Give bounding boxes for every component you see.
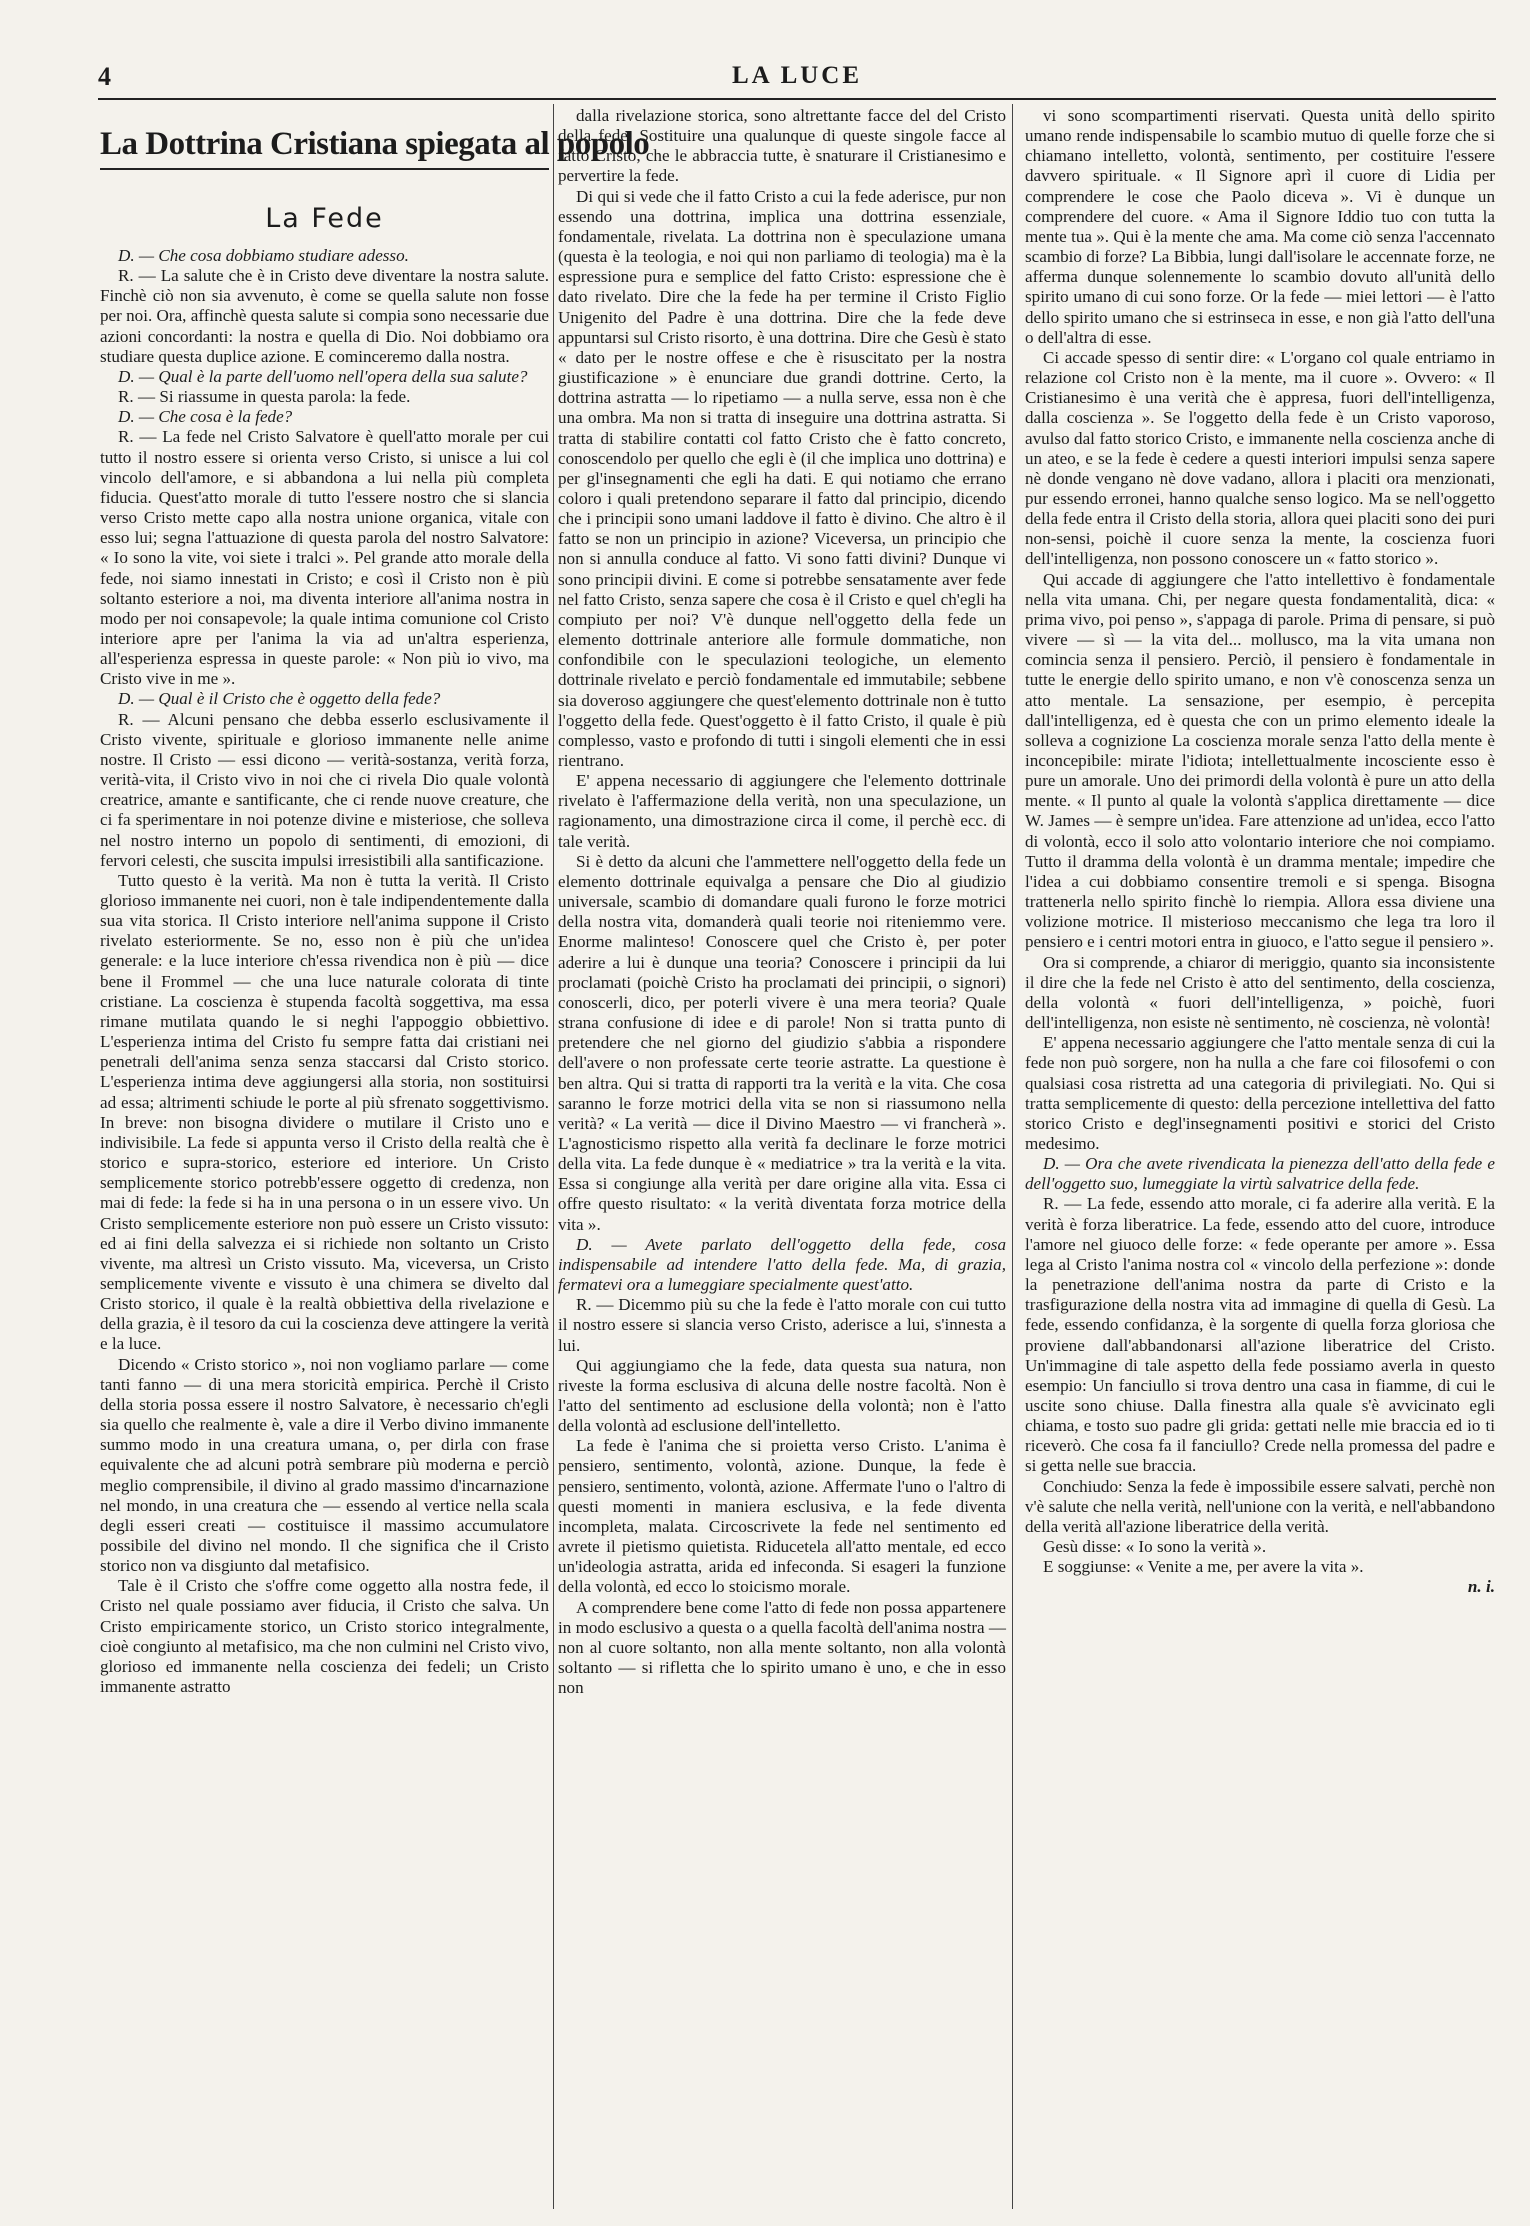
body-paragraph: Qui aggiungiamo che la fede, data questa sua natura, non riveste la forma esclusiva di alcuna delle nostre facoltà. Non è l'atto del sentimento ad esclusione della volontà; non è l'atto della volontà ad esclusione dell'intelletto.: [558, 1355, 1006, 1436]
body-paragraph: dalla rivelazione storica, sono altrettante facce del del Cristo della fede. Sostituire una qualunque di queste singole facce al fatto Cristo, che le abbraccia tutte, è snaturare il Cristianesimo e pervertire la fede.: [558, 106, 1006, 186]
body-paragraph: Qui accade di aggiungere che l'atto intellettivo è fondamentale nella vita umana. Chi, per negare questa fondamentalità, dica: « prima vivo, poi penso », s'appaga di parole. Prima di pensare, si può vivere — sì — la vita del... mollusco, ma la vita umana non comincia senza il pensiero. Perciò, il pensiero è fondamentale in tutte le energie dello spirito umano, e non v'è conoscenza senza un atto mentale. La sensazione, per esempio, è percepita dall'intelligenza, ed è questa che con un primo elemento ideale la solleva a cognizione La coscienza morale senza l'atto della mente è inconcepibile: mirate l'idiota; intellettualmente incosciente esso è pure un amorale. Uno dei primordi della volontà è pure un atto della mente. « Il punto al quale la volontà s'applica direttamente — dice W. James — è sempre un'idea. Fare attenzione ad un'idea, ecco l'atto di volontà, ecco il solo atto volontario interiore che noi compiamo. Tutto il dramma della volontà è un dramma mentale; impedire che l'idea a cui dobbiamo consentire tremoli e si spenga. Bisogna trattenerla nello spirito finchè lo riempia. Allora essa diviene una volizione motrice. Il misterioso meccanismo che lega tra loro il pensiero e i centri motori entra in giuoco, e l'atto segue il pensiero ».: [1025, 569, 1495, 952]
column-divider: [553, 104, 554, 2209]
section-title: La Fede: [265, 203, 384, 234]
article-signature: n. i.: [1467, 1577, 1495, 1597]
body-paragraph: Tale è il Cristo che s'offre come oggetto alla nostra fede, il Cristo nel quale possiamo aver fiducia, il Cristo che salva. Un Cristo empiricamente storico, un Cristo storico integralmente, cioè congiunto al metafisico, ma che non culmini nel Cristo vivo, glorioso ed immanente nella coscienza dei fedeli; un Cristo immanente astratto: [100, 1576, 549, 1697]
body-paragraph: Si è detto da alcuni che l'ammettere nell'oggetto della fede un elemento dottrinale equivalga a pensare che Dio al giudizio universale, scambio di domandare quali furono le forze motrici della nostra vita, domanderà quali teorie noi riteniemmo vere. Enorme malinteso! Conoscere quel che Cristo è, per poter aderire a lui è dunque una teoria? Conoscere i principii da lui proclamati (poichè Cristo ha proclamati dei principii, o signori) conoscerli, dico, per poterli vivere è una mera teoria? Quale strana confusione di idee e di parole! Non si tratta punto di pretendere che nel giorno del giudizio s'abbia a rispondere dell'avere o non professate certe teorie astratte. La questione è ben altra. Qui si tratta di rapporti tra la verità e la vita. Che cosa saranno le forze motrici della vita se non si riassumono nella verità? « La verità — dice il Divino Maestro — vi francherà ». L'agnosticismo rispetto alla verità fa declinare le forze motrici della vita. La fede dunque è « mediatrice » tra la verità e la vita. Essa si congiunge alla verità per dare origine alla vita. Essa ci offre questo risultato: « la verità diventata forza motrice della vita ».: [558, 851, 1006, 1234]
body-paragraph: R. — La salute che è in Cristo deve diventare la nostra salute. Finchè ciò non sia avvenuto, è come se quella salute non fosse per noi. Ora, affinchè questa salute si compia sono necessarie due azioni concordanti: la nostra e quella di Dio. Noi dobbiamo ora studiare questa duplice azione. E cominceremo dalla nostra.: [100, 266, 549, 366]
body-paragraph: Ora si comprende, a chiaror di meriggio, quanto sia inconsistente il dire che la fede nel Cristo è atto del sentimento, della coscienza, della volontà « fuori dell'intelligenza, » poichè, fuori dell'intelligenza, non esiste nè sentimento, nè coscienza, nè volontà!: [1025, 952, 1495, 1033]
column-1: [100, 106, 650, 2211]
body-paragraph: R. — La fede nel Cristo Salvatore è quell'atto morale per cui tutto il nostro essere si orienta verso Cristo, si unisce a lui col vincolo dell'amore, e si abbandona a lui nella più completa fiducia. Quest'atto morale di tutto l'essere nostro che si slancia verso Cristo mette capo alla nostra unione organica, vitale con esso lui; segna l'attuazione di questa parola del nostro Salvatore: « Io sono la vite, voi siete i tralci ». Pel grande atto morale della fede, noi siamo innestati in Cristo; e così il Cristo non è più soltanto esteriore a noi, ma diventa interiore all'anima nostra in modo per noi consapevole; la quale intima comunione col Cristo interiore apre per l'anima la via ad un'altra esperienza, all'esperienza espressa in queste parole: « Non più io vivo, ma Cristo vive in me ».: [100, 427, 549, 689]
body-paragraph: La fede è l'anima che si proietta verso Cristo. L'anima è pensiero, sentimento, volontà, azione. Dunque, la fede è pensiero, sentimento, volontà, azione. Affermate l'uno o l'altro di questi momenti in maniera esclusiva, e la fede diventa incompleta, malata. Circoscrivete la fede nel sentimento ed avrete il pietismo quietista. Riducetela all'atto mentale, ed ecco un'ideologia astratta, arida ed infeconda. Si esageri la funzione della volontà, ed ecco lo stoicismo morale.: [558, 1436, 1006, 1597]
journal-title: LA LUCE: [731, 62, 863, 89]
body-paragraph: Di qui si vede che il fatto Cristo a cui la fede aderisce, pur non essendo una dottrina, implica una dottrina essenziale, fondamentale, rivelata. La dottrina non è speculazione umana (questa è la teologia, e noi qui non parliamo di teologia) ma è la espressione pura e semplice del fatto Cristo: espressione che è dato rivelato. Dire che la fede ha per termine il Cristo Figlio Unigenito del Padre è una dottrina. Dire che la fede deve appuntarsi sul Cristo risorto, è una dottrina. Dire che Gesù è stato « dato per le nostre offese e che è risuscitato per la nostra giustificazione » è enunciare due grandi dottrine. Certo, la dottrina astratta — lo ripetiamo — a nulla serve, essa non è che una ombra. Ma non si tratta di inseguire una dottrina astratta. Si tratta di stabilire contatti col fatto Cristo che è fatto concreto, conoscendolo per quello che egli è (il che implica uno dottrina) e per gl'insegnamenti che egli ha dati. E qui notiamo che errano coloro i quali pretendono separare il fatto dal principio, dicendo che i principii sono umani laddove il fatto è divino. Che altro è il fatto se non un principio in azione? Viceversa, un principio che non si annulla conduce al fatto. Vi sono fatti divini? Dunque vi sono principii divini. E come si potrebbe sensatamente aver fede nel fatto Cristo, senza sapere che cosa è il Cristo e quel ch'egli ha compiuto per noi? V'è dunque nell'oggetto della fede un elemento dottrinale anteriore alle formule dommatiche, non confondibile con le speculazioni teologiche, un elemento dottrinale rivelato e perciò fondamentale ed immutabile; sebbene sia doveroso aggiungere che quest'elemento dottrinale non è tutto l'oggetto della fede. Quest'oggetto è il fatto Cristo, il quale è più complesso, vasto e profondo di tutti i singoli elementi che in essi rientrano.: [558, 186, 1006, 770]
column-3-body: [1025, 106, 1495, 1577]
question-paragraph: D. — Che cosa è la fede?: [118, 407, 293, 427]
column-2: [558, 106, 1006, 2211]
body-paragraph: Tutto questo è la verità. Ma non è tutta la verità. Il Cristo glorioso immanente nei cuori, non è tale indipendentemente dalla sua vita storica. Il Cristo interiore nell'anima suppone il Cristo rivelato esteriormente. Se no, esso non è più che un'idea generale: e la luce interiore ch'essa rivendica non è più — dice bene il Frommel — che una luce naturale colorata di tinte cristiane. La coscienza è stupenda facoltà soggettiva, ma essa rimane mutilata quando le si neghi l'appoggio obbiettivo. L'esperienza intima del Cristo fu sempre fatta dai cristiani nei penetrali dell'anima senza senza staccarsi dal Cristo storico. L'esperienza intima deve aggiungersi alla storia, non sostituirsi ad essa; altrimenti schiude le porte al più sfrenato soggettivismo. In breve: non bisogna dividere o mutilare il Cristo uno e indivisibile. La fede si appunta verso il Cristo della realtà che è storico e supra-storico, esteriore ed interiore. Un Cristo semplicemente storico potrebb'essere oggetto di credenza, non mai di fede: la fede si ha in una persona o in un essere vivo. Un Cristo semplicemente esteriore non può essere un Cristo vissuto: ed ai fini della salvezza ei si richiede non soltanto un Cristo vivente, ma altresì un Cristo vissuto. Ma, viceversa, un Cristo semplicemente vivente e vissuto è una chimera se divelto dal Cristo storico, il quale è la realtà obbiettiva della rivelazione e della grazia, è il tesoro da cui la coscienza deve attingere la verità e la luce.: [100, 870, 549, 1354]
body-paragraph: Dicendo « Cristo storico », noi non vogliamo parlare — come tanti fanno — di una mera storicità empirica. Perchè il Cristo della storia possa essere il nostro Salvatore, è necessario ch'egli sia quello che realmente è, vale a dire il Verbo divino immanente summo modo in una creatura umana, o, per dirla con frase equivalente che ad alcuni potrà sembrare più moderna e perciò meglio comprensibile, il divino al grado massimo d'incarnazione nel mondo, in una creatura che — essendo al vertice nella scala degli esseri creati — costituisce il massimo accumulatore possibile del divino nel mondo. Il che significa che il Cristo storico non va disgiunto dal metafisico.: [100, 1354, 549, 1576]
article-title: La Dottrina Cristiana spiegata al popolo: [100, 106, 549, 170]
question-paragraph: D. — Qual è il Cristo che è oggetto della fede?: [118, 689, 441, 709]
body-paragraph: Gesù disse: « Io sono la verità ».: [1043, 1537, 1267, 1557]
question-paragraph: D. — Ora che avete rivendicata la pienezza dell'atto della fede e dell'oggetto suo, lumeggiate la virtù salvatrice della fede.: [1025, 1154, 1495, 1194]
masthead-rule: [98, 98, 1496, 100]
question-paragraph: D. — Qual è la parte dell'uomo nell'opera della sua salute?: [118, 366, 528, 386]
question-paragraph: D. — Avete parlato dell'oggetto della fede, cosa indispensabile ad intendere l'atto della fede. Ma, di grazia, fermatevi ora a lumeggiare specialmente quest'atto.: [558, 1234, 1006, 1295]
column-2-body: [558, 106, 1006, 1698]
body-paragraph: R. — Alcuni pensano che debba esserlo esclusivamente il Cristo vivente, spirituale e glorioso immanente nelle anime nostre. Il Cristo — essi dicono — verità-sostanza, verità forza, verità-vita, il Cristo vivo in noi che ci rivela Dio quale volontà creatrice, amante e santificante, che ci rende nuove creature, che ci fa sperimentare in noi potenze divine e misteriose, che solleva nel nostro interno un popolo di sentimenti, di emozioni, di fervori celesti, che suscita impulsi irresistibili alla santificazione.: [100, 709, 549, 870]
body-paragraph: E' appena necessario aggiungere che l'atto mentale senza di cui la fede non può sorgere, non ha nulla a che fare coi filosofemi o con qualsiasi cosa ristretta ad una categoria di privilegiati. No. Qui si tratta semplicemente di questo: della percezione intellettiva del fatto storico Cristo e degl'insegnamenti positivi e storici del Cristo medesimo.: [1025, 1033, 1495, 1153]
page-number: 4: [98, 62, 111, 91]
body-paragraph: R. — La fede, essendo atto morale, ci fa aderire alla verità. E la verità è forza liberatrice. La fede, essendo atto del cuore, introduce l'amore nel giuoco delle forze: « fede operante per amore ». Essa lega al Cristo l'anima nostra col « vincolo della perfezione »: donde la penetrazione dell'anima nostra da parte di Cristo e la trasfigurazione della nostra vita ad immagine di quella di Gesù. La fede, essendo confidanza, è la sorgente di quella forza gloriosa che proviene dall'abbandonarsi all'azione liberatrice del Cristo. Un'immagine di tale aspetto della fede possiamo averla in questo esempio: Un fanciullo si trova dentro una casa in fiamme, di cui le uscite sono chiuse. Dalla finestra alla quale s'è avvicinato egli chiama, e tosto suo padre gli grida: gettati nelle mie braccia ed io ti riceverò. Che cosa fa il fanciullo? Crede nella promessa del padre e si getta nelle sue braccia.: [1025, 1194, 1495, 1476]
column-divider: [1012, 104, 1013, 2209]
body-paragraph: Ci accade spesso di sentir dire: « L'organo col quale entriamo in relazione col Cristo non è la mente, ma il cuore ». Ovvero: « Il Cristianesimo è una verità che è appresa, fuori dell'intelligenza, dalla coscienza ». Se l'oggetto della fede è un Cristo vaporoso, avulso dal fatto storico Cristo, e immanente nella coscienza anche di un ateo, e se la fede è cedere a questi interiori impulsi senza sapere nè donde vengano nè dove vadano, allora i placiti ora menzionati, pur essendo erronei, hanno qualche senso logico. Ma se nell'oggetto della fede entra il Cristo della storia, allora quei placiti sono dei puri non-sensi, poichè il cuore senza la mente, la coscienza fuori dell'intelligenza, non possono conoscere un « fatto storico ».: [1025, 347, 1495, 569]
body-paragraph: E soggiunse: « Venite a me, per avere la vita ».: [1043, 1557, 1364, 1577]
body-paragraph: vi sono scompartimenti riservati. Questa unità dello spirito umano rende indispensabile lo scambio mutuo di quelle forze che si chiamano intelletto, volontà, sentimento, per costituire l'essere davvero spirituale. « Il Signore aprì il cuore di Lidia per comprendere le cose che Paolo diceva ». Vi è dunque un comprendere del cuore. « Ama il Signore Iddio tuo con tutta la mente tua ». Qui è la mente che ama. Ma come ciò senza l'accennato scambio di forze? La Bibbia, lungi dall'isolare le accennate forze, ne afferma dunque solennemente lo scambio dovuto all'unità dello spirito umano di cui sono forze. Or la fede — miei lettori — è l'atto dello spirito umano che si estrinseca in esse, e non già l'atto dell'una o dell'altra di esse.: [1025, 106, 1495, 347]
column-3: [1025, 106, 1495, 2211]
masthead: [98, 62, 1496, 96]
body-paragraph: R. — Si riassume in questa parola: la fede.: [118, 387, 411, 407]
body-paragraph: A comprendere bene come l'atto di fede non possa appartenere in modo esclusivo a questa o a quella facoltà dell'anima nostra — non al cuore soltanto, non alla mente soltanto, non alla volontà soltanto — si rifletta che lo spirito umano è uno, e che in esso non: [558, 1597, 1006, 1698]
body-paragraph: R. — Dicemmo più su che la fede è l'atto morale con cui tutto il nostro essere si slancia verso Cristo, aderisce a lui, s'innesta a lui.: [558, 1295, 1006, 1355]
question-paragraph: D. — Che cosa dobbiamo studiare adesso.: [118, 246, 409, 265]
body-paragraph: Conchiudo: Senza la fede è impossibile essere salvati, perchè non v'è salute che nella verità, nell'unione con la verità, e nell'abbandono della verità all'azione liberatrice della verità.: [1025, 1476, 1495, 1536]
column-1-body: [100, 246, 549, 1697]
body-paragraph: E' appena necessario di aggiungere che l'elemento dottrinale rivelato è l'affermazione della verità, non una speculazione, un ragionamento, una dimostrazione circa il come, il perchè ecc. di tale verità.: [558, 771, 1006, 851]
